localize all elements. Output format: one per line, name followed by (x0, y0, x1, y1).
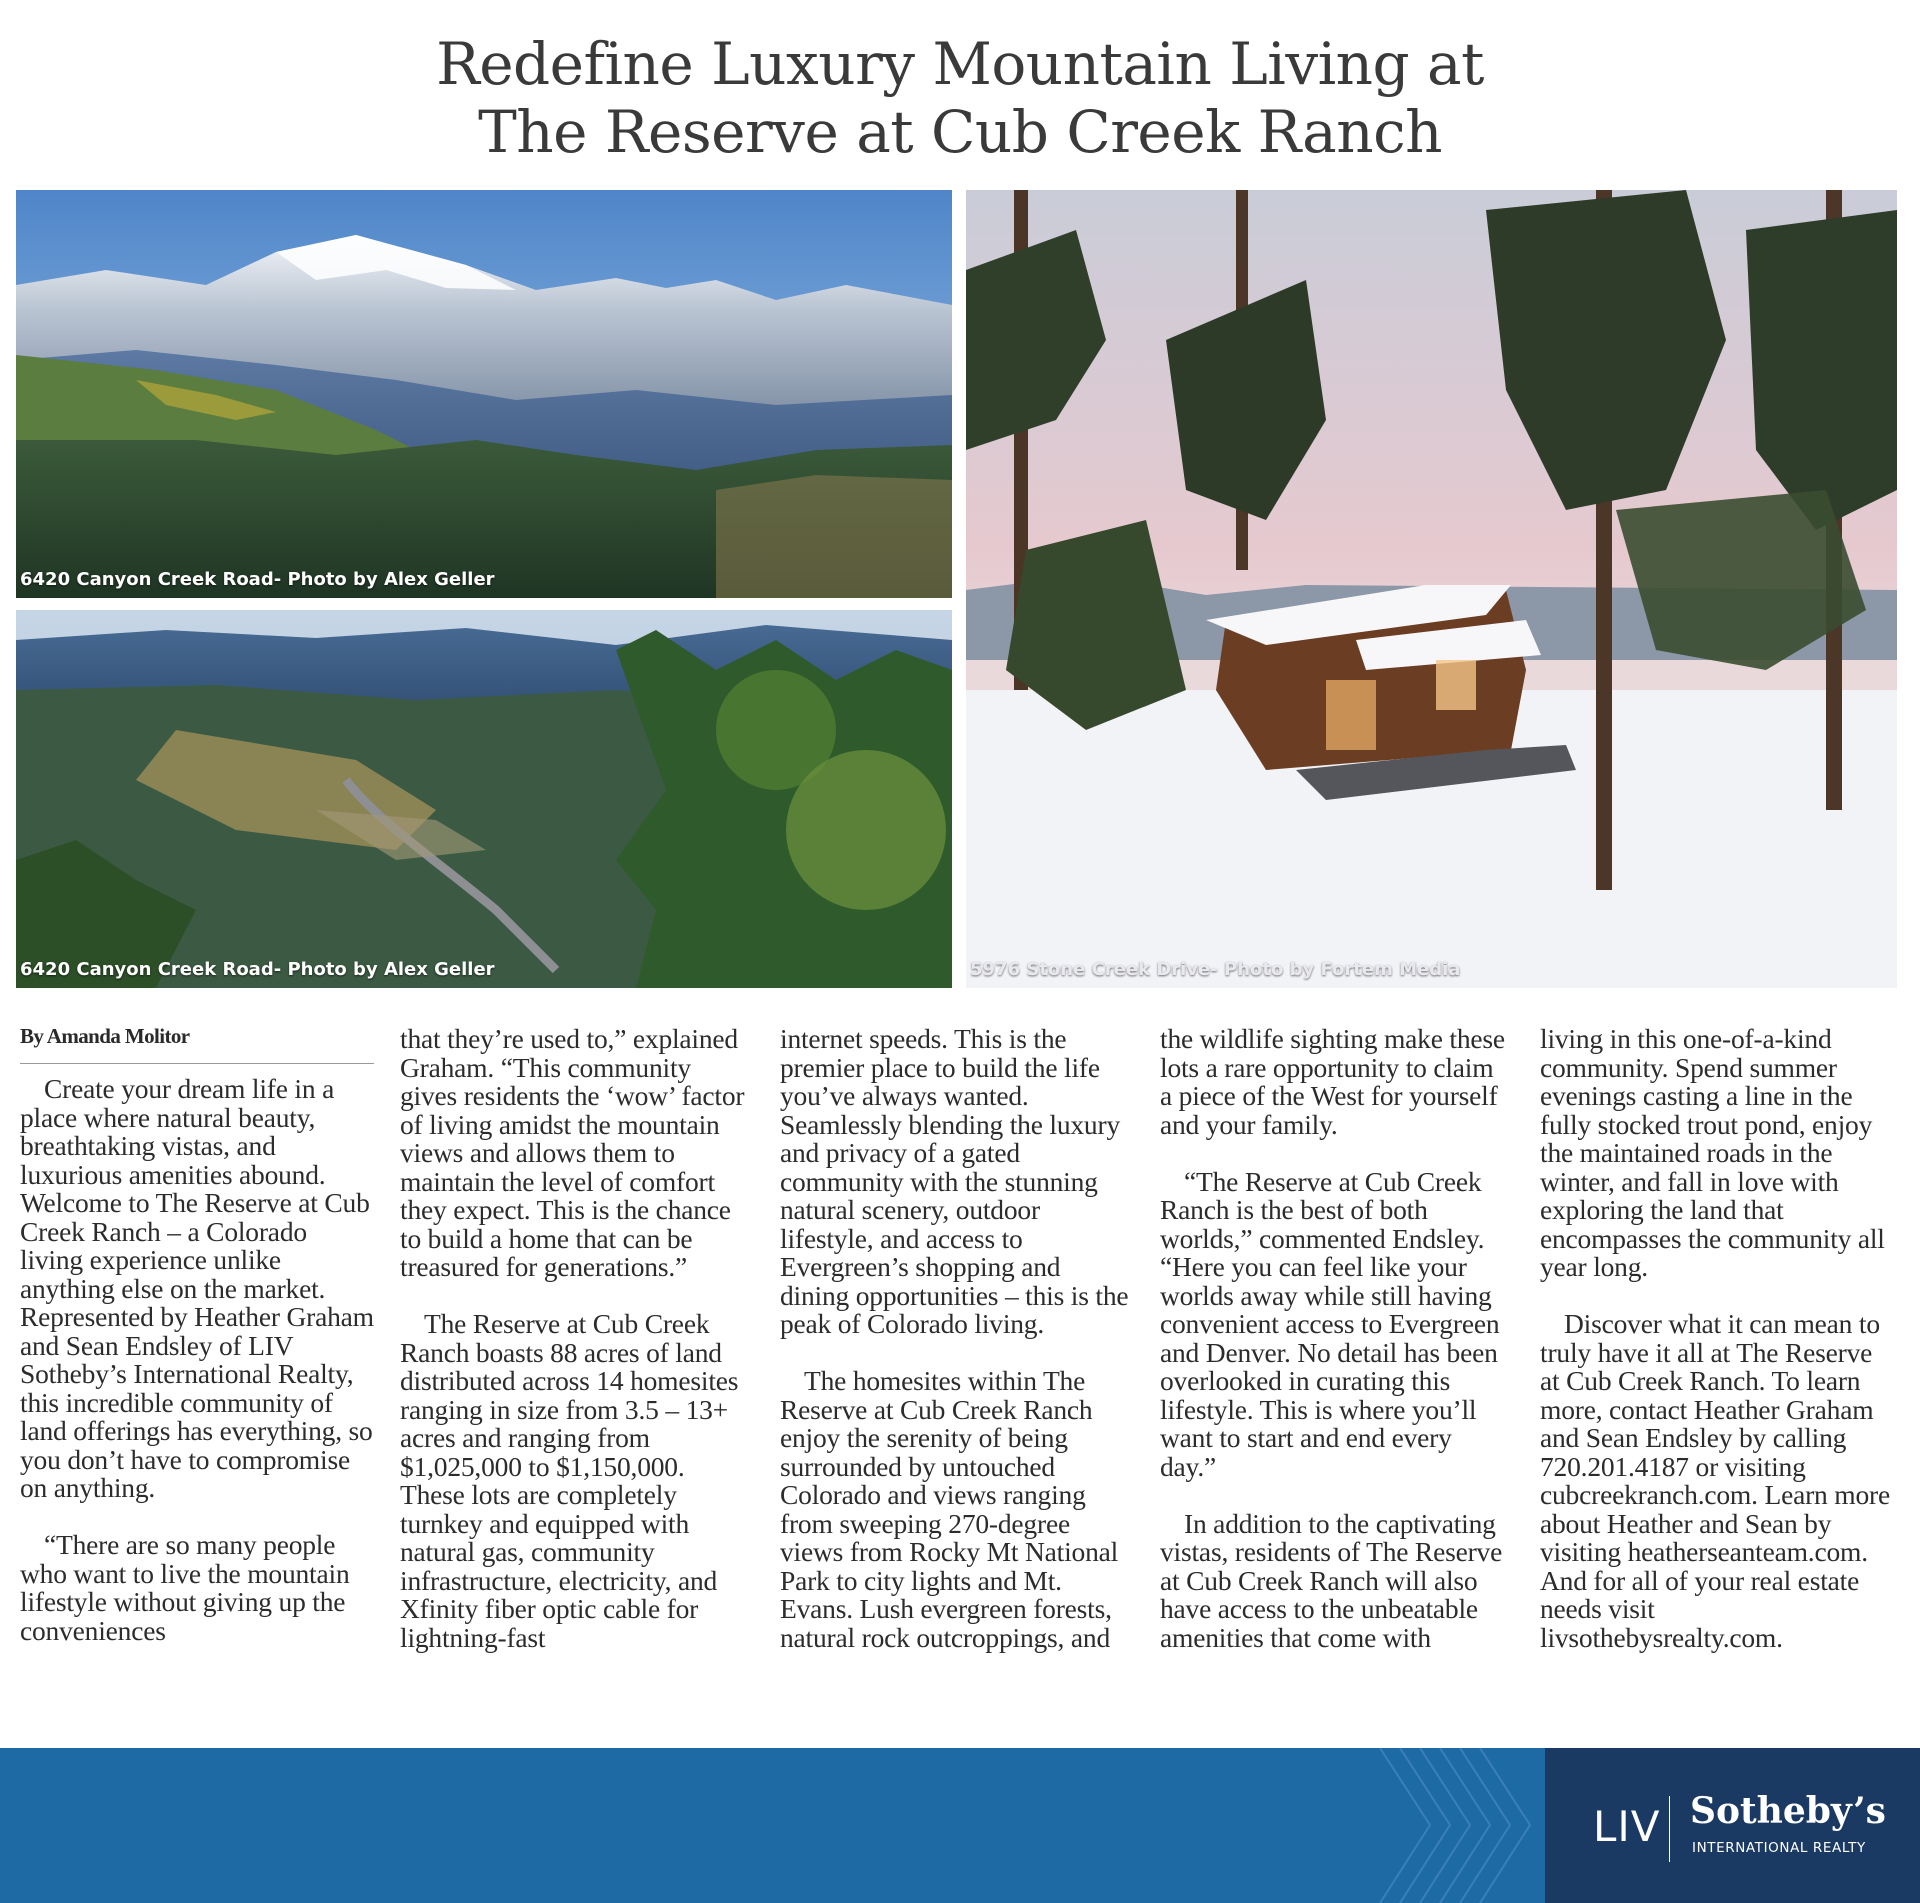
photo-caption: 5976 Stone Creek Drive- Photo by Fortem Media (970, 959, 1461, 980)
headline (0, 30, 1920, 166)
headline-line-1: Redefine Luxury Mountain Living at (436, 30, 1484, 98)
logo-tagline: INTERNATIONAL REALTY (1692, 1840, 1866, 1856)
home-photo (966, 190, 1897, 988)
article-paragraph: The homesites within The Reserve at Cub Creek Ranch enjoy the serenity of being surrounded by untouched Colorado and views ranging from sweeping 270-degree views from Rocky Mt National Park to city lights and Mt. Evans. Lush evergreen forests, natural rock outcroppings, and (780, 1365, 1119, 1653)
mountain-range-image (16, 190, 952, 598)
article-column-1 (20, 1075, 376, 1674)
chevron-pattern-icon (1370, 1748, 1545, 1903)
article-paragraph: “The Reserve at Cub Creek Ranch is the best of both worlds,” commented Endsley. “Here you can feel like your worlds away while still having convenient access to Evergreen and Denver. No detail has been overlooked in curating this lifestyle. This is where you’ll want to start and end every day.” (1160, 1165, 1500, 1482)
valley-photo (16, 610, 952, 988)
article-paragraph: the wildlife sighting make these lots a rare opportunity to claim a piece of the West for yourself and your family. (1160, 1023, 1505, 1140)
article-column-2 (400, 1025, 750, 1681)
photo-caption: 6420 Canyon Creek Road- Photo by Alex Geller (20, 569, 495, 590)
article-column-3 (780, 1025, 1130, 1681)
logo-divider (1669, 1796, 1670, 1862)
article-paragraph: living in this one-of-a-kind community. Spend summer evenings casting a line in the fully stocked trout pond, enjoy the maintained roads in the winter, and fall in love with exploring the land that encompasses the community all year long. (1540, 1023, 1885, 1282)
article-paragraph: “There are so many people who want to live the mountain lifestyle without giving up the conveniences (20, 1529, 350, 1646)
liv-sothebys-logo (1545, 1748, 1920, 1903)
footer-banner (0, 1748, 1920, 1903)
logo-liv: LIV (1593, 1802, 1661, 1851)
article-column-4 (1160, 1025, 1510, 1681)
valley-image (16, 610, 952, 988)
headline-line-2: The Reserve at Cub Creek Ranch (478, 98, 1442, 166)
article-paragraph: that they’re used to,” explained Graham. “This community gives residents the ‘wow’ factor of living amidst the mountain views and allows them to maintain the level of comfort they expect. This is the chance to build a home that can be treasured for generations.” (400, 1023, 745, 1282)
logo-sothebys: Sotheby’s (1690, 1790, 1886, 1832)
photo-caption: 6420 Canyon Creek Road- Photo by Alex Geller (20, 959, 495, 980)
mountain-range-photo (16, 190, 952, 598)
article-column-5 (1540, 1025, 1890, 1681)
article-paragraph: Create your dream life in a place where natural beauty, breathtaking vistas, and luxurious amenities abound. Welcome to The Reserve at Cub Creek Ranch – a Colorado living experience unlike anything else on the market. Represented by Heather Graham and Sean Endsley of LIV Sotheby’s International Realty, this incredible community of land offerings has everything, so you don’t have to compromise on anything. (20, 1073, 374, 1503)
article-paragraph: The Reserve at Cub Creek Ranch boasts 88 acres of land distributed across 14 homesites ranging in size from 3.5 – 13+ acres and ranging from $1,025,000 to $1,150,000. These lots are completely turnkey and equipped with natural gas, community infrastructure, electricity, and Xfinity fiber optic cable for lightning-fast (400, 1308, 739, 1653)
byline: By Amanda Molitor (20, 1024, 374, 1064)
article-paragraph: In addition to the captivating vistas, residents of The Reserve at Cub Creek Ranch will also have access to the unbeatable amenities that come with (1160, 1507, 1503, 1653)
winter-home-image (966, 190, 1897, 988)
article-paragraph: Discover what it can mean to truly have it all at The Reserve at Cub Creek Ranch. To learn more, contact Heather Graham and Sean Endsley by calling 720.201.4187 or visiting cubcreekranch.com. Learn more about Heather and Sean by visiting heatherseanteam.com. And for all of your real estate needs visit livsothebysrealty.com. (1540, 1308, 1890, 1653)
article-paragraph: internet speeds. This is the premier place to build the life you’ve always wanted. Seamlessly blending the luxury and privacy of a gated community with the stunning natural scenery, outdoor lifestyle, and access to Evergreen’s shopping and dining opportunities – this is the peak of Colorado living. (780, 1023, 1129, 1339)
